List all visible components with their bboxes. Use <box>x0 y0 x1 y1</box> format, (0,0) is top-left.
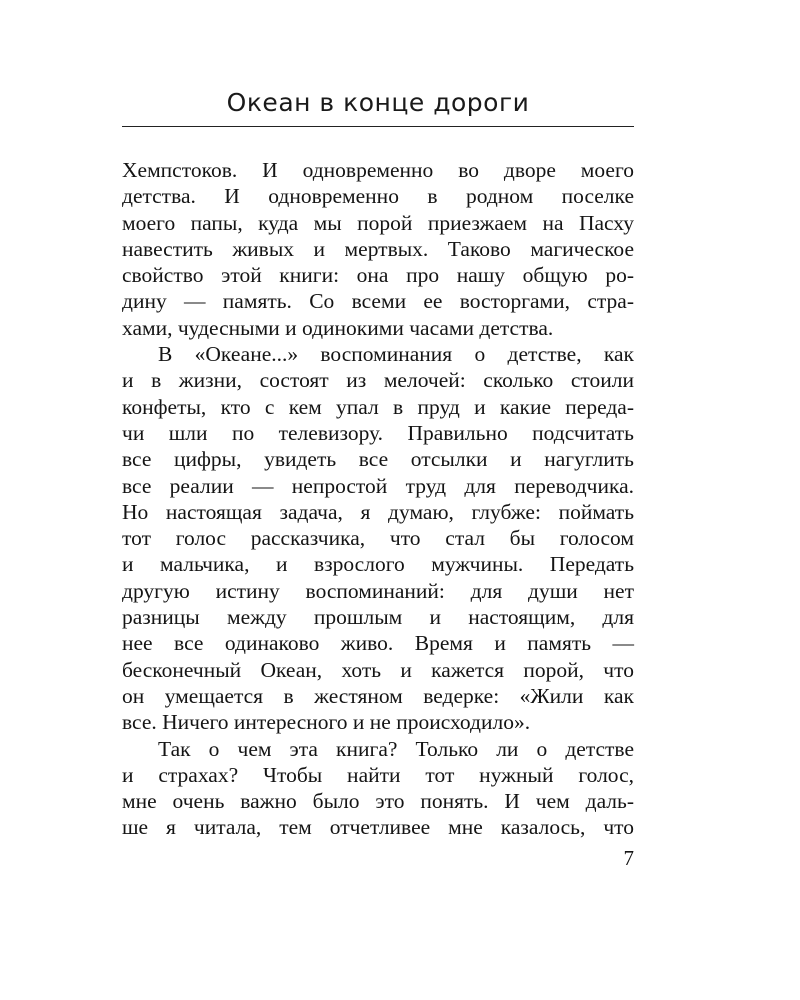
text-line: детства. И одновременно в родном поселке <box>122 184 634 209</box>
header-rule <box>122 126 634 127</box>
text-line: и в жизни, состоят из мелочей: сколько стоили <box>122 368 634 393</box>
text-line: хами, чудесными и одинокими часами детства. <box>122 315 554 340</box>
text-line: нее все одинаково живо. Время и память — <box>122 631 634 656</box>
text-line: конфеты, кто с кем упал в пруд и какие переда- <box>122 394 634 419</box>
text-line: тот голос рассказчика, что стал бы голосом <box>122 526 634 551</box>
text-line: навестить живых и мертвых. Таково магическое <box>122 236 634 261</box>
text-line: все реалии — непростой труд для переводчика. <box>122 473 634 498</box>
text-line: разницы между прошлым и настоящим, для <box>122 605 634 630</box>
page-number: 7 <box>623 846 634 870</box>
text-line: все. Ничего интересного и не происходило». <box>122 710 531 735</box>
text-line: свойство этой книги: она про нашу общую ро- <box>122 263 634 288</box>
text-line: Хемпстоков. И одновременно во дворе моего <box>122 158 634 182</box>
text-line: ше я читала, тем отчетливее мне казалось, что <box>122 815 634 840</box>
text-line: бесконечный Океан, хоть и кажется порой, что <box>122 657 634 682</box>
text-line: все цифры, увидеть все отсылки и нагуглить <box>122 447 634 472</box>
body-text <box>122 157 634 841</box>
text-line: и страхах? Чтобы найти тот нужный голос, <box>122 762 634 787</box>
text-line: другую истину воспоминаний: для души нет <box>122 578 634 603</box>
text-line: он умещается в жестяном ведерке: «Жили как <box>122 683 634 708</box>
text-line: моего папы, куда мы порой приезжаем на Пасху <box>122 210 634 235</box>
text-line: и мальчика, и взрослого мужчины. Передать <box>122 552 634 577</box>
text-line: дину — память. Со всеми ее восторгами, стра- <box>122 289 634 314</box>
text-line: чи шли по телевизору. Правильно подсчитать <box>122 420 634 445</box>
running-head: Океан в конце дороги <box>226 88 530 117</box>
text-line: Так о чем эта книга? Только ли о детстве <box>158 736 634 761</box>
text-line: Но настоящая задача, я думаю, глубже: поймать <box>122 499 634 524</box>
text-line: мне очень важно было это понять. И чем даль- <box>122 789 634 814</box>
text-line: В «Океане...» воспоминания о детстве, как <box>158 342 634 367</box>
